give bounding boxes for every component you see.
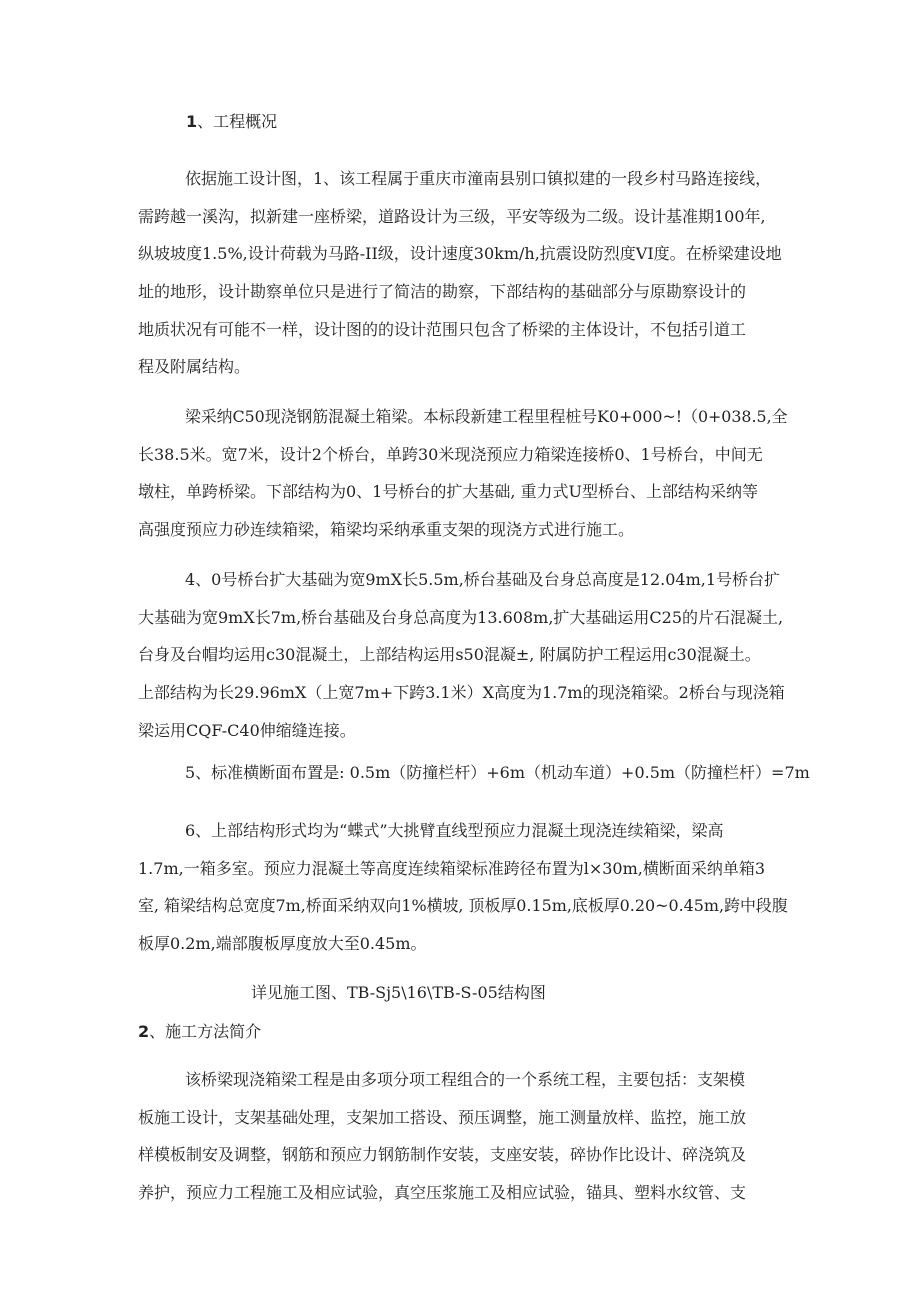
- text-line: 大基础为宽9mX长7m,桥台基础及台身总高度为13.608m,扩大基础运用C25的片石混凝土,: [138, 607, 784, 627]
- text-line: 上部结构为长29.96mX（上宽7m+下跨3.1米）X高度为1.7m的现浇箱梁。2桥台与现浇箱: [138, 683, 785, 703]
- text-line: 纵坡坡度1.5%,设计荷载为马路-II级，设计速度30km/h,抗震设防烈度VI度。在桥梁建设地: [138, 244, 782, 264]
- text-line: 程及附属结构。: [138, 357, 251, 377]
- text-line: 梁采纳C50现浇钢筋混凝土箱梁。本标段新建工程里程桩号K0+000~!（0+038.5,全: [185, 407, 788, 426]
- paragraph-abutment: [138, 561, 788, 749]
- paragraph-superstructure: [138, 812, 788, 963]
- section-number: 1: [186, 112, 198, 131]
- text-line: 板施工设计，支架基础处理，支架加工搭设、预压调整，施工测量放样、监控，施工放: [138, 1107, 747, 1127]
- text-line: 墩柱，单跨桥梁。下部结构为0、1号桥台的扩大基础, 重力式U型桥台、上部结构采纳等: [138, 482, 759, 502]
- text-line: 长38.5米。宽7米，设计2个桥台，单跨30米现浇预应力箱梁连接桥0、1号桥台，中间无: [138, 444, 763, 464]
- text-line: 6、上部结构形式均为“蝶式”大挑臂直线型预应力混凝土现浇连续箱梁，梁高: [185, 821, 724, 840]
- section-title: 、施工方法简介: [149, 1022, 262, 1041]
- text-line: 高强度预应力砂连续箱梁，箱梁均采纳承重支架的现浇方式进行施工。: [138, 520, 635, 540]
- text-line: 地质状况有可能不一样，设计图的的设计范围只包含了桥梁的主体设计，不包括引道工: [138, 319, 747, 339]
- paragraph-cross-section: 5、标准横断面布置是: 0.5m（防撞栏杆）+6m（机动车道）+0.5m（防撞栏杆）=7m: [185, 763, 810, 782]
- text-line: 需跨越一溪沟，拟新建一座桥梁，道路设计为三级，平安等级为二级。设计基准期100年,: [138, 206, 766, 226]
- text-line: 养护，预应力工程施工及相应试验，真空压浆施工及相应试验，锚具、塑料水纹管、支: [138, 1183, 747, 1203]
- section-heading-2: [138, 1022, 261, 1042]
- paragraph-girder: [138, 398, 788, 549]
- section-heading-1: [186, 112, 277, 132]
- text-line: 该桥梁现浇箱梁工程是由多项分项工程组合的一个系统工程，主要包括：支架模: [185, 1070, 746, 1089]
- paragraph-overview: [138, 160, 788, 386]
- section-number: 2: [138, 1022, 150, 1041]
- text-line: 依据施工设计图，1、该工程属于重庆市潼南县别口镇拟建的一段乡村马路连接线，: [185, 169, 772, 188]
- paragraph-method: [138, 1061, 788, 1212]
- text-line: 4、0号桥台扩大基础为宽9mX长5.5m,桥台基础及台身总高度是12.04m,1号桥台扩: [185, 570, 781, 589]
- text-line: 址的地形，设计勘察单位只是进行了简洁的勘察，下部结构的基础部分与原勘察设计的: [138, 282, 747, 302]
- text-line: 台身及台帽均运用c30混凝土，上部结构运用s50混凝±, 附属防护工程运用c30混凝土。: [138, 645, 761, 665]
- text-line: 样模板制安及调整，钢筋和预应力钢筋制作安装，支座安装，碎协作比设计、碎浇筑及: [138, 1145, 747, 1165]
- text-line: 梁运用CQF-C40伸缩缝连接。: [138, 720, 356, 740]
- text-line: 板厚0.2m,端部腹板厚度放大至0.45m。: [138, 934, 427, 954]
- text-line: 室, 箱梁结构总宽度7m,桥面采纳双向1%横坡, 顶板厚0.15m,底板厚0.20~0.45m,跨中段腹: [138, 896, 788, 916]
- text-line: 1.7m,一箱多室。预应力混凝土等高度连续箱梁标准跨径布置为l×30m,横断面采纳单箱3: [138, 858, 766, 878]
- section-title: 、工程概况: [197, 112, 278, 131]
- drawing-reference: 详见施工图、TB-Sj5\16\TB-S-05结构图: [251, 983, 546, 1002]
